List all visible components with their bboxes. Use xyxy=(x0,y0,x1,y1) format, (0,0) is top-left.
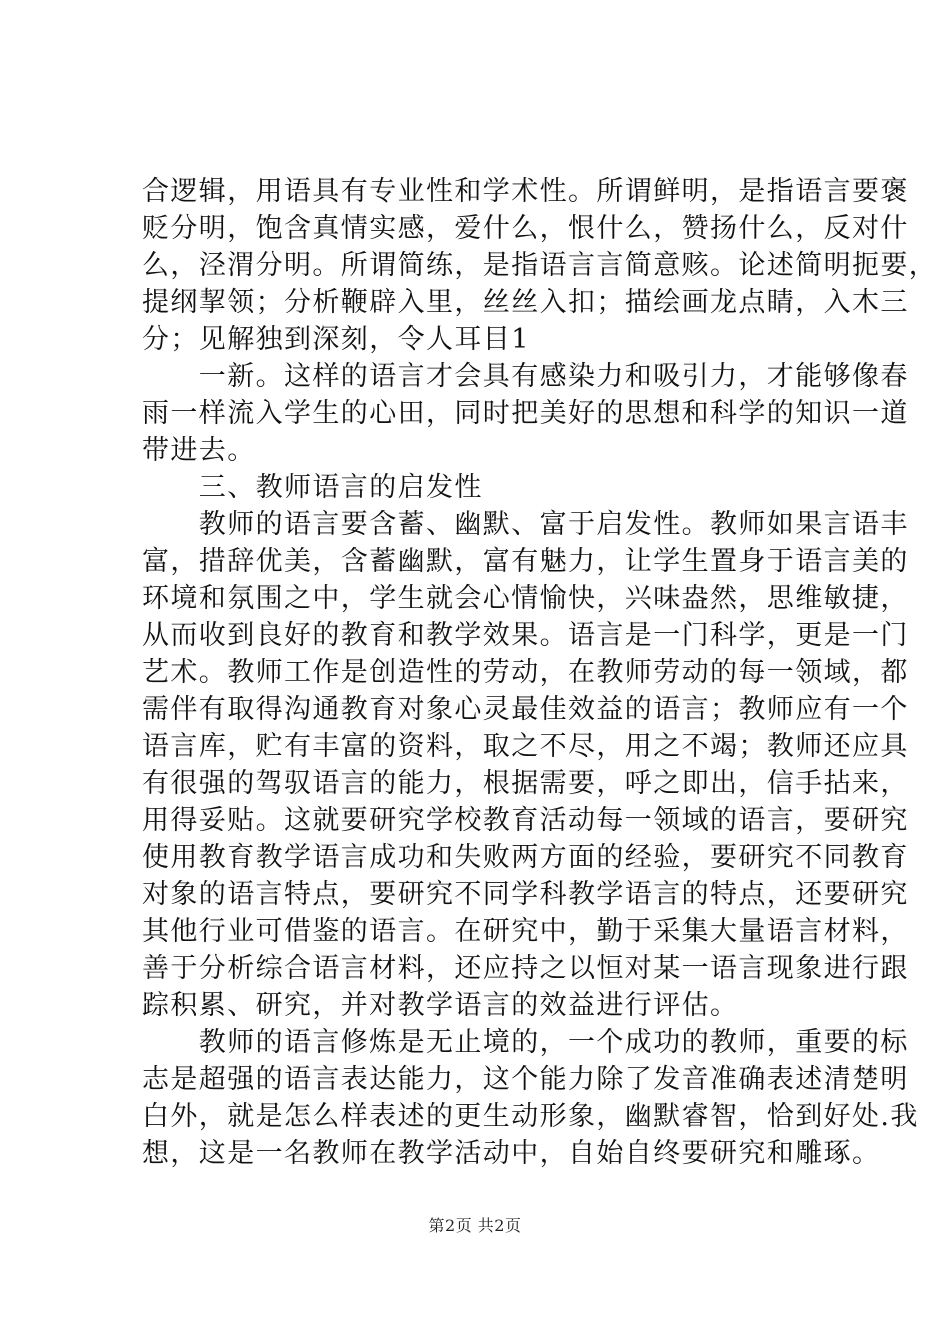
text-line: 提纲挈领；分析鞭辟入里，丝丝入扣；描绘画龙点睛，入木三 xyxy=(142,287,909,318)
section-heading: 三、教师语言的启发性 xyxy=(142,472,483,503)
text-line: 踪积累、研究，并对教学语言的效益进行评估。 xyxy=(142,990,739,1021)
page-number-footer: 第2页 共2页 xyxy=(428,1216,522,1235)
text-line: 带进去。 xyxy=(142,435,256,466)
text-line: 一新。这样的语言才会具有感染力和吸引力，才能够像春 xyxy=(142,361,909,392)
text-line: 志是超强的语言表达能力，这个能力除了发音准确表述清楚明 xyxy=(142,1064,909,1095)
text-line: 雨一样流入学生的心田，同时把美好的思想和科学的知识一道 xyxy=(142,398,909,429)
text-line: 对象的语言特点，要研究不同学科教学语言的特点，还要研究 xyxy=(142,879,909,910)
text-line: 用得妥贴。这就要研究学校教育活动每一领域的语言，要研究 xyxy=(142,805,909,836)
text-line: 语言库，贮有丰富的资料，取之不尽，用之不竭；教师还应具 xyxy=(142,731,909,762)
text-line: 合逻辑，用语具有专业性和学术性。所谓鲜明，是指语言要褒 xyxy=(142,176,909,207)
text-line: 环境和氛围之中，学生就会心情愉快，兴味盎然，思维敏捷， xyxy=(142,583,909,614)
text-line: 富，措辞优美，含蓄幽默，富有魅力，让学生置身于语言美的 xyxy=(142,546,909,577)
text-line: 需伴有取得沟通教育对象心灵最佳效益的语言；教师应有一个 xyxy=(142,694,909,725)
text-line: 白外，就是怎么样表述的更生动形象，幽默睿智，恰到好处.我 xyxy=(142,1101,919,1132)
text-line: 从而收到良好的教育和教学效果。语言是一门科学，更是一门 xyxy=(142,620,909,651)
text-line: 艺术。教师工作是创造性的劳动，在教师劳动的每一领域，都 xyxy=(142,657,909,688)
text-line: 教师的语言修炼是无止境的，一个成功的教师，重要的标 xyxy=(142,1027,909,1058)
text-line: 么，泾渭分明。所谓简练，是指语言言简意赅。论述简明扼要， xyxy=(142,250,938,281)
text-line: 其他行业可借鉴的语言。在研究中，勤于采集大量语言材料， xyxy=(142,916,909,947)
text-line: 贬分明，饱含真情实感，爱什么，恨什么，赞扬什么，反对什 xyxy=(142,213,909,244)
text-line: 教师的语言要含蓄、幽默、富于启发性。教师如果言语丰 xyxy=(142,509,909,540)
text-line: 想，这是一名教师在教学活动中，自始自终要研究和雕琢。 xyxy=(142,1138,881,1169)
text-line: 有很强的驾驭语言的能力，根据需要，呼之即出，信手拈来， xyxy=(142,768,909,799)
text-line: 使用教育教学语言成功和失败两方面的经验，要研究不同教育 xyxy=(142,842,909,873)
text-line: 分；见解独到深刻，令人耳目1 xyxy=(142,324,530,355)
text-line: 善于分析综合语言材料，还应持之以恒对某一语言现象进行跟 xyxy=(142,953,909,984)
